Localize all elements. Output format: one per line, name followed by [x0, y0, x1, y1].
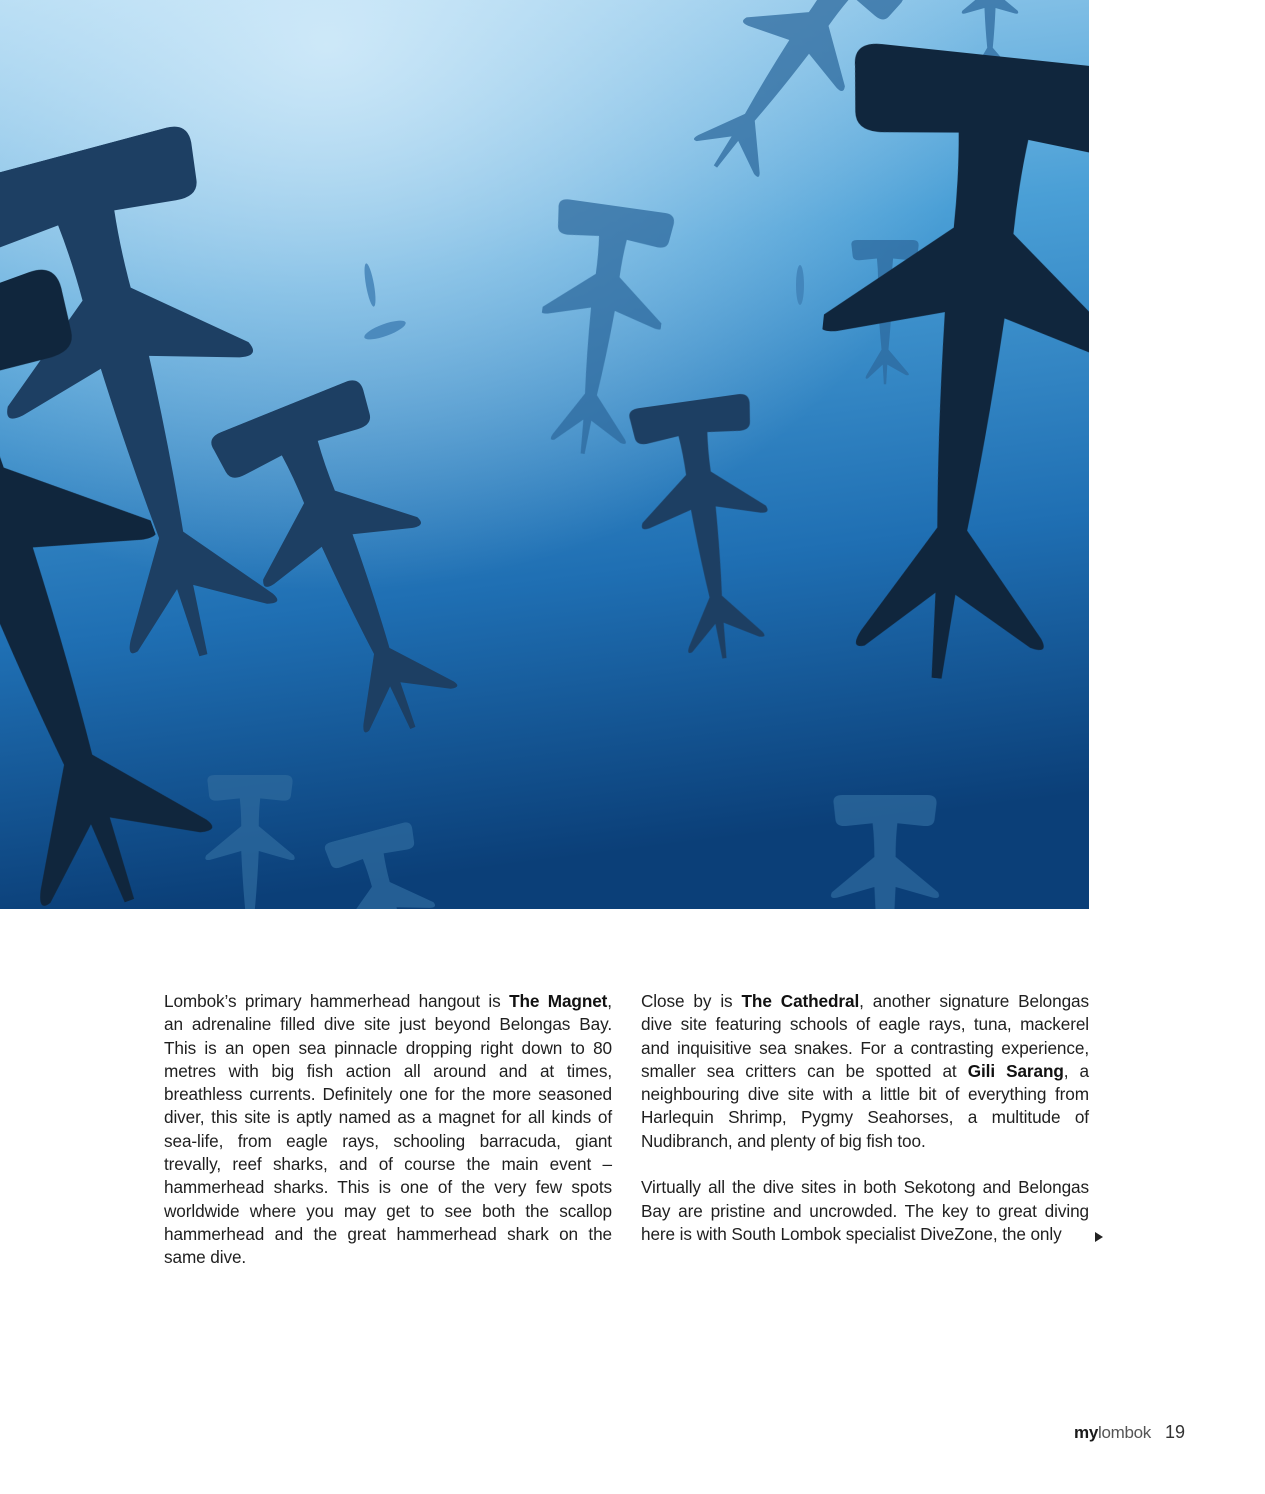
dive-site-name: The Cathedral — [741, 991, 860, 1011]
page-number: 19 — [1165, 1422, 1186, 1442]
text-run: Close by is — [641, 991, 742, 1011]
text-run: , an adrenaline filled dive site just beyond Belongas Bay. This is an open sea pinnacle dropping right down to 80 metres with big fish action all around and at times, breathless currents. Definitely one for the more seasoned diver, this site is aptly named as a magnet for all kinds of sea-life, from eagle rays, schooling barracuda, giant trevally, reef sharks, and of course the main event – hammerhead sharks. This is one of the very few spots worldwide where you may get to see both the scallop hammerhead and the great hammerhead shark on the same dive. — [164, 991, 612, 1268]
brand-logo-lombok: lombok — [1097, 1423, 1151, 1442]
dive-site-name: The Magnet — [509, 991, 608, 1011]
article-paragraph — [164, 990, 612, 1270]
article-paragraph — [641, 990, 1089, 1153]
article-column-left — [164, 990, 612, 1293]
text-run: Lombok’s primary hammerhead hangout is — [164, 991, 510, 1011]
text-run: , another signature Belongas dive site featuring schools of eagle rays, tuna, mackerel and inquisitive sea snakes. For a contrasting experience, smaller sea critters can be spotted at — [641, 991, 1089, 1081]
article-paragraph — [641, 1176, 1089, 1246]
article-column-right — [641, 990, 1089, 1270]
text-run: , a neighbouring dive site with a little bit of everything from Harlequin Shrimp, Pygmy Seahorses, a multitude of Nudibranch, and plenty of big fish too. — [641, 1060, 1089, 1151]
text-run: Virtually all the dive sites in both Sekotong and Belongas Bay are pristine and uncrowded. The key to great diving here is with South Lombok specialist DiveZone, the only — [641, 1177, 1089, 1244]
dive-site-name: Gili Sarang — [967, 1060, 1064, 1081]
brand-logo-my: my — [1074, 1423, 1098, 1442]
triangle-right-icon — [1095, 1232, 1103, 1242]
page-footer — [1074, 1422, 1185, 1443]
